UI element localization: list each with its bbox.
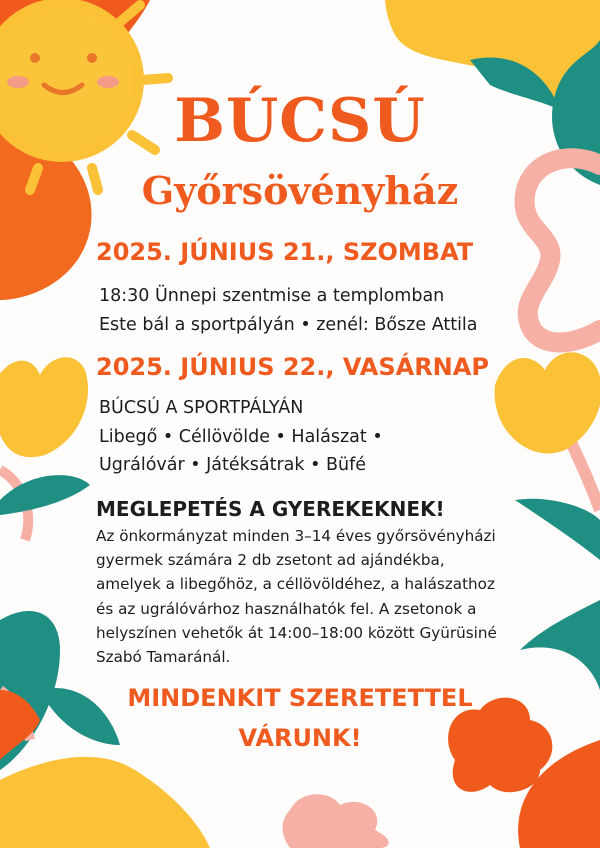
surprise-line: amelyek a libegőhöz, a céllövöldéhez, a halászathoz xyxy=(96,575,495,594)
event-title: BÚCSÚ xyxy=(174,86,426,156)
day1-line: Este bál a sportpályán • zenél: Bősze Attila xyxy=(99,315,478,335)
surprise-line: és az ugrálóvárhoz használhatók fel. A zsetonok a xyxy=(96,599,477,618)
village-name: Győrsövényház xyxy=(141,168,459,213)
closing-line: MINDENKIT SZERETETTEL xyxy=(127,684,473,712)
closing-line: VÁRUNK! xyxy=(238,724,362,752)
day1-line: 18:30 Ünnepi szentmise a templomban xyxy=(99,286,445,306)
surprise-line: gyermek számára 2 db zsetont ad ajándékba, xyxy=(96,551,445,570)
surprise-line: Szabó Tamaránál. xyxy=(96,648,231,667)
surprise-heading: MEGLEPETÉS A GYEREKEKNEK! xyxy=(96,497,445,521)
day2-heading: 2025. JÚNIUS 22., VASÁRNAP xyxy=(96,353,489,381)
day2-line: Libegő • Céllövölde • Halászat • xyxy=(99,427,383,447)
surprise-line: Az önkormányzat minden 3–14 éves győrsövényházi xyxy=(96,527,496,545)
day2-line: Ugrálóvár • Játéksátrak • Büfé xyxy=(99,455,367,475)
day1-heading: 2025. JÚNIUS 21., SZOMBAT xyxy=(96,238,474,266)
surprise-paragraph xyxy=(96,524,536,669)
day2-line: BÚCSÚ A SPORTPÁLYÁN xyxy=(99,398,304,418)
surprise-line: helyszínen vehetők át 14:00–18:00 között Gyürüsiné xyxy=(96,623,497,642)
